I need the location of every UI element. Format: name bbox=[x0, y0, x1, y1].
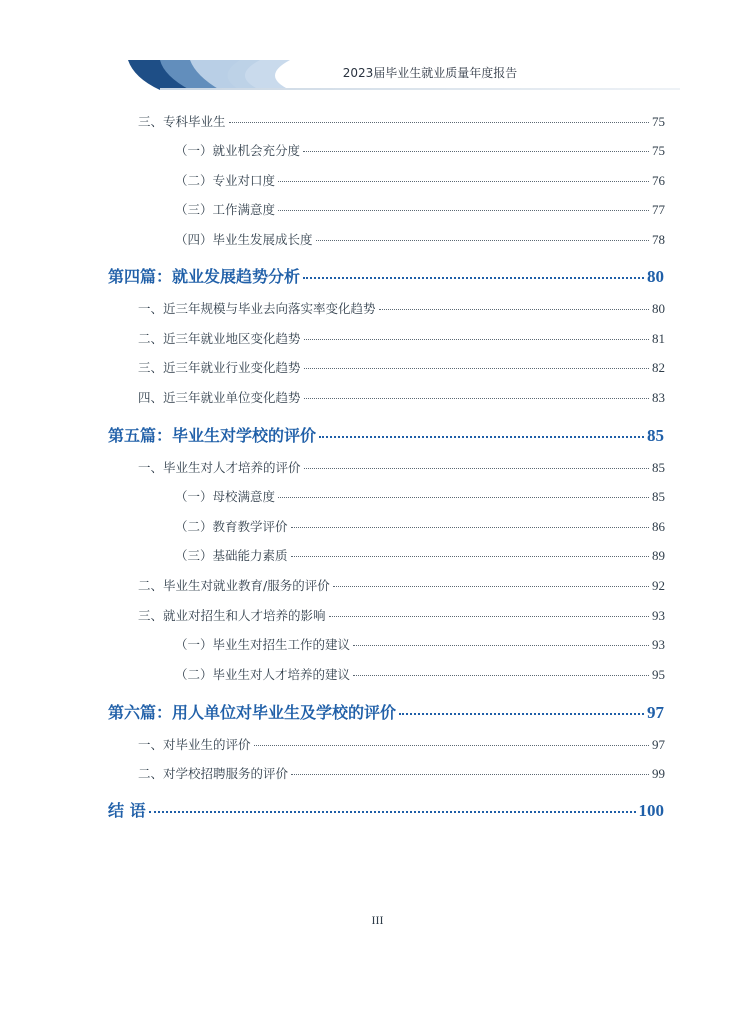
toc-part-entry[interactable] bbox=[108, 423, 664, 446]
toc-entry-title: 第六篇：用人单位对毕业生及学校的评价 bbox=[108, 703, 397, 722]
toc-part-entry[interactable] bbox=[108, 700, 664, 723]
toc-leader-dots bbox=[353, 674, 649, 676]
toc-leader-dots bbox=[278, 180, 649, 182]
toc-leader-dots bbox=[303, 276, 644, 279]
toc-leader-dots bbox=[304, 467, 649, 469]
toc-leader-dots bbox=[229, 121, 649, 123]
toc-entry-title: （二）教育教学评价 bbox=[175, 519, 288, 534]
toc-entry-page: 89 bbox=[652, 548, 665, 563]
toc-entry-title: 三、近三年就业行业变化趋势 bbox=[138, 360, 301, 375]
toc-entry[interactable] bbox=[138, 388, 665, 406]
toc-leader-dots bbox=[278, 496, 649, 498]
toc-entry-title: （一）就业机会充分度 bbox=[175, 143, 301, 158]
toc-leader-dots bbox=[333, 585, 649, 587]
toc-entry-page: 100 bbox=[638, 801, 664, 820]
toc-entry[interactable] bbox=[175, 635, 665, 653]
toc-entry[interactable] bbox=[138, 329, 665, 347]
toc-entry-title: 二、对学校招聘服务的评价 bbox=[138, 766, 289, 781]
toc-entry[interactable] bbox=[138, 735, 665, 753]
toc-entry[interactable] bbox=[138, 112, 665, 130]
toc-leader-dots bbox=[291, 773, 649, 775]
toc-entry-title: 二、毕业生对就业教育/服务的评价 bbox=[138, 578, 330, 593]
toc-entry-title: （一）母校满意度 bbox=[175, 489, 276, 504]
toc-part-entry[interactable] bbox=[108, 798, 664, 821]
toc-leader-dots bbox=[304, 397, 649, 399]
toc-leader-dots bbox=[254, 744, 649, 746]
toc-entry-title: 二、近三年就业地区变化趋势 bbox=[138, 331, 301, 346]
toc-entry[interactable] bbox=[138, 606, 665, 624]
page-number: III bbox=[371, 913, 384, 927]
toc-entry-title: （三）工作满意度 bbox=[175, 202, 276, 217]
toc-entry-page: 81 bbox=[652, 331, 665, 346]
toc-entry-title: 第四篇：就业发展趋势分析 bbox=[108, 267, 301, 286]
toc-entry-page: 92 bbox=[652, 578, 665, 593]
toc-leader-dots bbox=[278, 209, 649, 211]
toc-entry-page: 97 bbox=[647, 703, 664, 722]
toc-entry[interactable] bbox=[175, 546, 665, 564]
toc-entry-title: 一、对毕业生的评价 bbox=[138, 737, 251, 752]
toc-entry[interactable] bbox=[138, 576, 665, 594]
toc-entry[interactable] bbox=[138, 764, 665, 782]
toc-entry-page: 80 bbox=[652, 301, 665, 316]
toc-entry-page: 85 bbox=[652, 489, 665, 504]
toc-entry-page: 75 bbox=[652, 114, 665, 129]
toc-leader-dots bbox=[319, 435, 644, 438]
toc-leader-dots bbox=[291, 555, 649, 557]
toc-entry-title: （四）毕业生发展成长度 bbox=[175, 232, 313, 247]
toc-entry[interactable] bbox=[175, 141, 665, 159]
toc-entry-page: 99 bbox=[652, 766, 665, 781]
toc-entry-title: （一）毕业生对招生工作的建议 bbox=[175, 637, 351, 652]
toc-leader-dots bbox=[399, 712, 644, 715]
toc-leader-dots bbox=[304, 338, 649, 340]
toc-entry-title: 一、毕业生对人才培养的评价 bbox=[138, 460, 301, 475]
toc-leader-dots bbox=[316, 239, 649, 241]
toc-entry-title: （二）专业对口度 bbox=[175, 173, 276, 188]
toc-entry[interactable] bbox=[138, 299, 665, 317]
toc-entry[interactable] bbox=[175, 665, 665, 683]
toc-entry-page: 82 bbox=[652, 360, 665, 375]
toc-entry[interactable] bbox=[175, 171, 665, 189]
toc-entry-title: （三）基础能力素质 bbox=[175, 548, 288, 563]
toc-entry-page: 85 bbox=[652, 460, 665, 475]
toc-entry-title: 三、就业对招生和人才培养的影响 bbox=[138, 608, 326, 623]
toc-entry-title: （二）毕业生对人才培养的建议 bbox=[175, 667, 351, 682]
toc-entry-page: 83 bbox=[652, 390, 665, 405]
toc-entry-page: 80 bbox=[647, 267, 664, 286]
toc-entry[interactable] bbox=[175, 200, 665, 218]
toc-entry[interactable] bbox=[138, 358, 665, 376]
toc-entry-title: 一、近三年规模与毕业去向落实率变化趋势 bbox=[138, 301, 376, 316]
toc-entry-page: 86 bbox=[652, 519, 665, 534]
toc-entry-title: 四、近三年就业单位变化趋势 bbox=[138, 390, 301, 405]
toc-leader-dots bbox=[291, 526, 649, 528]
toc-entry-page: 93 bbox=[652, 637, 665, 652]
toc-entry-title: 三、专科毕业生 bbox=[138, 114, 226, 129]
toc-entry-title: 结 语 bbox=[108, 801, 146, 820]
toc-entry-page: 97 bbox=[652, 737, 665, 752]
toc-leader-dots bbox=[304, 367, 649, 369]
report-header-title: 2023届毕业生就业质量年度报告 bbox=[342, 66, 518, 80]
toc-entry-page: 93 bbox=[652, 608, 665, 623]
toc-leader-dots bbox=[379, 308, 649, 310]
toc-entry-page: 75 bbox=[652, 143, 665, 158]
toc-entry-page: 78 bbox=[652, 232, 665, 247]
toc-entry-page: 85 bbox=[647, 426, 664, 445]
toc-entry-page: 76 bbox=[652, 173, 665, 188]
toc-part-entry[interactable] bbox=[108, 264, 664, 287]
toc-entry-page: 77 bbox=[652, 202, 665, 217]
toc-entry[interactable] bbox=[175, 517, 665, 535]
toc-entry[interactable] bbox=[175, 230, 665, 248]
toc-leader-dots bbox=[303, 150, 649, 152]
toc-leader-dots bbox=[329, 615, 649, 617]
toc-leader-dots bbox=[353, 644, 649, 646]
toc-entry-page: 95 bbox=[652, 667, 665, 682]
toc-entry[interactable] bbox=[138, 458, 665, 476]
toc-entry-title: 第五篇：毕业生对学校的评价 bbox=[108, 426, 317, 445]
toc-entry[interactable] bbox=[175, 487, 665, 505]
toc-leader-dots bbox=[149, 810, 636, 813]
